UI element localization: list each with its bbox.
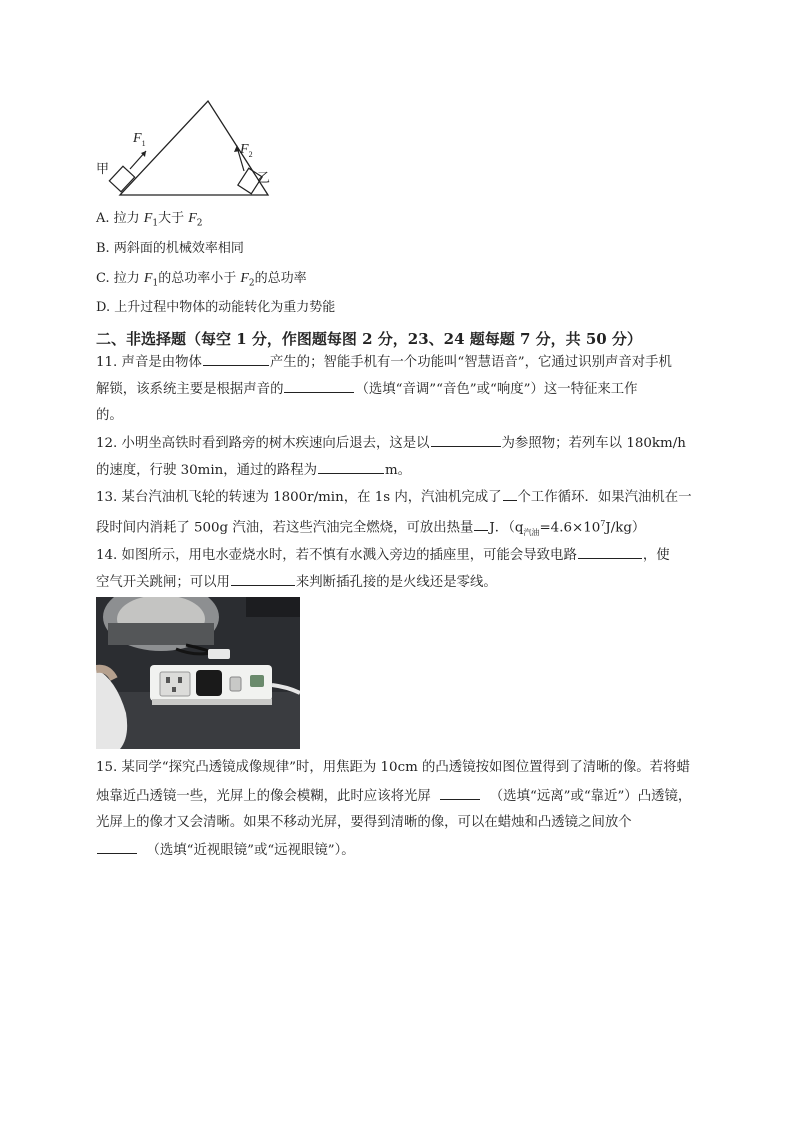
- q12-blank-1[interactable]: [431, 433, 501, 447]
- q15-line3: 光屏上的像才又会清晰。如果不移动光屏，要得到清晰的像，可以在蜡烛和凸透镜之间放个: [96, 815, 632, 830]
- section-heading: 二、非选择题（每空 1 分，作图题每图 2 分，23、24 题每题 7 分，共 50 分）: [96, 330, 642, 348]
- q11-line1: 11. 声音是由物体 产生的；智能手机有一个功能叫“智慧语音”，它通过识别声音对手机: [96, 352, 672, 373]
- q15-blank-2[interactable]: [97, 840, 137, 854]
- option-c: C. 拉力 $F_1$的总功率小于 $F_2$的总功率: [96, 271, 307, 289]
- photo-illustration: [96, 597, 300, 749]
- option-a: A. 拉力 $F_1$大于 $F_2$: [96, 211, 203, 229]
- q15-line4: （选填“近视眼镜”或“远视眼镜”）。: [96, 840, 355, 861]
- q14-line2: 空气开关跳闸；可以用 来判断插孔接的是火线还是零线。: [96, 572, 497, 593]
- label-jia: 甲: [96, 162, 110, 177]
- q11-blank-2[interactable]: [284, 379, 354, 393]
- q12-blank-2[interactable]: [318, 460, 384, 474]
- q14-line1: 14. 如图所示，用电水壶烧水时，若不慎有水溅入旁边的插座里，可能会导致电路 ，使: [96, 545, 670, 566]
- q13-line2: 段时间内消耗了 500g 汽油，若这些汽油完全燃烧，可放出热量 J．$(q_{汽油}=4.6\times 10^7J/kg)$: [96, 519, 646, 538]
- label-yi: 乙: [257, 171, 271, 186]
- q13-blank-1[interactable]: [503, 487, 517, 501]
- block-jia: [109, 166, 134, 192]
- q11-line3: 的。: [96, 408, 123, 423]
- q12-line1: 12. 小明坐高铁时看到路旁的树木疾速向后退去，这是以 为参照物；若列车以 180km/h: [96, 433, 686, 454]
- q15-line2: 烛靠近凸透镜一些，光屏上的像会模糊，此时应该将光屏 （选填“远离”或“靠近”）凸透镜，: [96, 786, 691, 807]
- q13-blank-2[interactable]: [474, 517, 488, 531]
- option-d: D. 上升过程中物体的动能转化为重力势能: [96, 300, 336, 315]
- label-f2: $F_2$: [240, 142, 253, 159]
- q11-line2: 解锁，该系统主要是根据声音的 （选填“音调”“音色”或“响度”）这一特征来工作: [96, 379, 638, 400]
- q14-blank-1[interactable]: [578, 545, 642, 559]
- option-b: B. 两斜面的机械效率相同: [96, 241, 244, 256]
- q11-blank-1[interactable]: [203, 352, 269, 366]
- q14-blank-2[interactable]: [231, 572, 295, 586]
- kettle-socket-photo: [96, 597, 300, 749]
- q13-line1: 13. 某台汽油机飞轮的转速为 1800r/min，在 1s 内，汽油机完成了 个工作循环．如果汽油机在一: [96, 487, 692, 508]
- q15-blank-1[interactable]: [440, 786, 480, 800]
- label-f1: $F_1$: [133, 131, 146, 148]
- q15-line1: 15. 某同学“探究凸透镜成像规律”时，用焦距为 10cm 的凸透镜按如图位置得到了清晰的像。若将蜡: [96, 760, 690, 775]
- q12-line2: 的速度，行驶 30min，通过的路程为 m。: [96, 460, 411, 481]
